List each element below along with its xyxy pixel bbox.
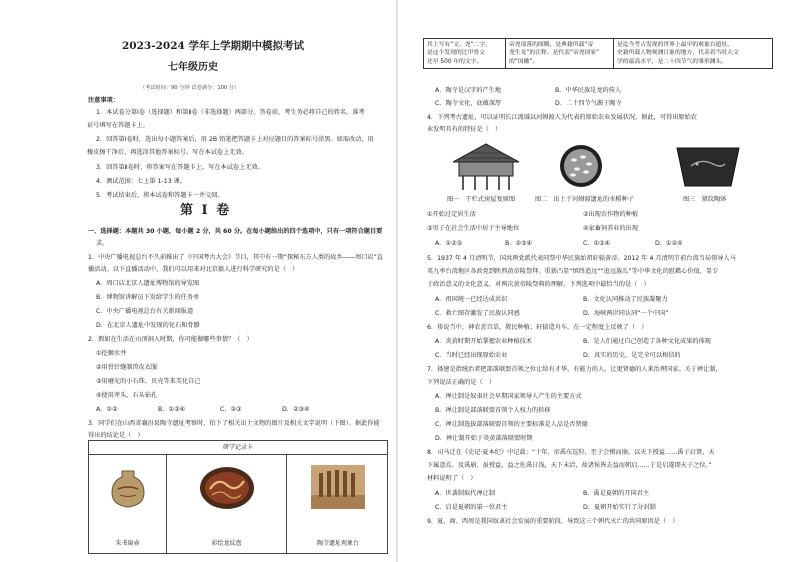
painted-flask-image [108, 467, 148, 511]
q6-option-d[interactable]: D．真实的历史，是完全可以相信的 [583, 352, 681, 359]
notice-line: 4．测试范围：七上第 1-13 课。 [96, 178, 186, 185]
q3-option-c[interactable]: C．陶寺文化，底蕴深厚 [435, 100, 502, 107]
q6-option-c[interactable]: C．当时已经出现原始农业 [435, 352, 508, 359]
notice-line: 证号填写在答题卡上。 [87, 122, 149, 129]
pig-pattern-bowl-image [675, 142, 741, 190]
exam-meta: （考试时间：90 分钟 试卷满分：100 分） [140, 85, 240, 91]
q6-option-b[interactable]: B．是人们通过自己创造了各种文化成果的体现 [583, 338, 711, 345]
card-cell-observatory [287, 455, 389, 553]
q3-option-b[interactable]: B．中华民族是龙的传人 [555, 87, 622, 94]
q8-option-b[interactable]: B．禹是夏朝的开国君主 [583, 490, 650, 497]
q2-item: ②用骨针缝制兽皮衣服 [96, 364, 158, 371]
exam-subject: 七年级历史 [168, 62, 218, 73]
q5-option-c[interactable]: C．救亡图存激发了民族认同感 [435, 310, 520, 317]
q7-option-d[interactable]: D．禅让制开始于炎黄部落联盟时期 [435, 435, 533, 442]
q8-option-d[interactable]: D．夏朝开始实行了分封制 [583, 504, 656, 511]
volume-heading: 第 Ⅰ 卷 [180, 203, 232, 218]
section-instruction: 求。 [96, 240, 109, 247]
q4-item: ②出现农作物的种植 [583, 211, 639, 218]
q4-option-d[interactable]: D．①②④ [655, 240, 683, 247]
q6-option-a[interactable]: A．炎黄时期开始掌握农业种植技术 [435, 338, 533, 345]
q7-option-a[interactable]: A．禅让制是奴隶社会早期国家领导人产生的主要方式 [435, 393, 582, 400]
caption-observatory: 陶寺遗址观象台 [316, 540, 359, 547]
card-title: 研学记录卡 [89, 441, 387, 455]
q4-option-a[interactable]: A．①②③ [435, 240, 463, 247]
q2-option-d[interactable]: D．②③④ [282, 406, 310, 413]
q3-stem: 3．同学们在山西省襄汾县陶寺遗址考察时，拍下了相关出土文物的图片及相关文字说明（下图）。据此你能 [88, 420, 380, 427]
q1-option-d[interactable]: D．在北京人遗址中发现的化石和骨骼 [96, 322, 200, 329]
q2-item: ③用磨光的小石珠、贝壳等来美化自己 [96, 378, 201, 385]
material-cell: 帝尧部落的图腾，是典籍所载“帝 尧生龙”的注释。是代表“帝尧国家” 的“国徽”。 [506, 39, 614, 69]
q4-option-c[interactable]: C．①③④ [583, 240, 611, 247]
q5-stem: 5．1937 年 4 月清明节，国共两党派代表同祭中华民族始祖轩辕黄帝。2012 年 4 月清明节前台湾当局领导人马 [427, 255, 736, 262]
q4-item: ①开始过定居生活 [427, 211, 476, 218]
q7-stem: 下列说法正确的是（ ） [427, 379, 496, 386]
q8-stem: 8．司马迁在《史记·夏本纪》中记载：“十年，帝禹东巡狩，至于会稽而崩。以天下授益……禹子启贤，天 [427, 449, 715, 456]
q1-stem: 1．中央广播电视总台不久前推出了《中国考古大会》节目，其中有一期“探秘东方人类的故乡——周口店”直 [88, 254, 383, 261]
stilt-house-image [449, 140, 523, 192]
observatory-image [311, 465, 365, 509]
figure-caption: 图二 出土于河姆渡遗址的水稻种子 [535, 196, 634, 203]
q3-material-table [423, 38, 773, 69]
q7-option-b[interactable]: B．禅让制是部落联盟首领个人权力的转移 [435, 407, 551, 414]
notice-line: 2．回答第Ⅰ卷时，选出每小题答案后，用 2B 铅笔把答题卡上对应题目的答案标号涂黑。如需改动，用 [96, 136, 374, 143]
study-record-card [88, 440, 388, 554]
q1-option-b[interactable]: B．博物馆讲解员下发给学生的任务单 [96, 294, 200, 301]
q8-stem: 下属意焉。及禹崩，虽授益，益之佐禹日浅，天下未洽，故诸侯皆去益而朝启……于是启遂即天子之位。” [427, 462, 712, 469]
q2-option-c[interactable]: C．②③ [220, 406, 242, 413]
caption-flask: 朱书扁壶 [115, 540, 140, 547]
q5-stem: 于政治意义的文化意义，对两次黄帝陵祭典的理解，下列选项中最恰当的是（ ） [427, 281, 650, 288]
notice-heading: 注意事项： [88, 97, 119, 104]
q4-stem: 业发明具有的特征是（ ） [427, 126, 502, 133]
figure-caption: 图三 猪纹陶钵 [683, 196, 727, 203]
q3-option-d[interactable]: D．二十四节气源于陶寺 [555, 100, 622, 107]
figure-caption: 图一 干栏式房屋复原图 [447, 196, 516, 203]
q4-item: ④家畜饲养业的出现 [583, 225, 639, 232]
q5-stem: 英九率台湾地区各政党到陕西黄帝陵祭拜。重新凸显“慎终追远”“追远族长”等中华文化的慰藉心价值，显专 [427, 268, 719, 275]
q4-stem: 4．下列考古遗址，可以证明长江流域以河姆渡人为代表的原始农业发展状况。据此，可得出原始农 [427, 114, 697, 121]
exam-title: 2023-2024 学年上学期期中模拟考试 [122, 40, 304, 52]
q4-option-b[interactable]: B．②③④ [505, 240, 533, 247]
right-page [397, 0, 794, 562]
q6-stem: 6．传说当中，神农尝百草，教民种植；轩辕造舟车，在一定程度上反映了（ ） [427, 324, 648, 331]
material-cell: 是迄今考古发现的世界上最早的观象台遗址， 史籍所载人物观测日象的地方，代表着当时天文 学的最高水平，是二十四节气的雏形渊头。 [614, 39, 773, 69]
q1-option-c[interactable]: C．中央广播电视总台有关新闻报道 [96, 308, 194, 315]
notice-line: 5．考试结束后，将本试卷和答题卡一并交回。 [96, 192, 224, 199]
q2-option-b[interactable]: B．①③④ [158, 406, 186, 413]
card-cell-flask [89, 455, 167, 553]
q2-option-a[interactable]: A．①② [96, 406, 118, 413]
q2-item: ④使用斧头、石头钻孔 [96, 392, 158, 399]
notice-line: 1．本试卷分第Ⅰ卷（选择题）和第Ⅱ卷（非选择题）两部分。答卷前，考生务必将自己的姓名、准考 [96, 109, 365, 116]
q7-stem: 7．择建是指统治者把部落联盟首领之位让给有才华、有能力的人，让更贤德的人来治理国家。关于禅让制， [427, 366, 722, 373]
q5-option-b[interactable]: B．文化认同推动了民族凝聚力 [583, 296, 668, 303]
material-cell: 其上写有“文、尧”二字， 是这个发现的比甲骨文 还早 500 年的文字。 [424, 39, 506, 69]
q5-option-a[interactable]: A．祖国统一已经达成共识 [435, 296, 508, 303]
rice-seeds-image [559, 144, 603, 188]
q5-option-d[interactable]: D．海峡两岸同认同“一个中国” [583, 310, 669, 317]
q1-option-a[interactable]: A．周口店北京人遗址博物馆的导览图 [96, 280, 200, 287]
notice-line: 橡皮擦干净后，再选涂其他答案标号。写在本试卷上无效。 [87, 149, 248, 156]
caption-plate: 彩绘龙纹盘 [211, 540, 242, 547]
dragon-plate-image [198, 465, 256, 511]
q8-stem: 材料说明了（ ） [427, 475, 477, 482]
q2-stem: 2．假如在生活在山顶洞人时期，你可能做哪些事情？（ ） [88, 336, 253, 343]
q2-item: ①挖掘水井 [96, 350, 127, 357]
section-instruction: 一、选择题：本题共 30 小题，每小题 2 分，共 60 分。在每小题给出的四个选项中，只有一项符合题目要 [88, 228, 383, 235]
q3-stem: 得出的结论是（ ） [88, 432, 144, 439]
q1-stem: 播活动。以下直播活动中，我们可以用来对北京猿人进行科学研究的是（ ） [88, 266, 299, 273]
q9-stem: 9．夏、商、西周是我国奴隶社会发展的重要阶段，导致这三个朝代灭亡的共同原因是（ ） [427, 518, 679, 525]
q7-option-c[interactable]: C．禅让制选拔部落联盟首领的主要标准是人品是否贤德 [435, 421, 588, 428]
notice-line: 3．回答第Ⅱ卷时，将答案写在答题卡上。写在本试卷上无效。 [96, 164, 264, 171]
q8-option-c[interactable]: C．启是夏朝的第一位君主 [435, 504, 508, 511]
q8-option-a[interactable]: A．世袭制取代禅让制 [435, 490, 495, 497]
q3-option-a[interactable]: A．陶寺是汉字的产生地 [435, 87, 502, 94]
q4-item: ③男子在社会生活中居于主导地位 [427, 225, 520, 232]
card-cell-plate [167, 455, 287, 553]
